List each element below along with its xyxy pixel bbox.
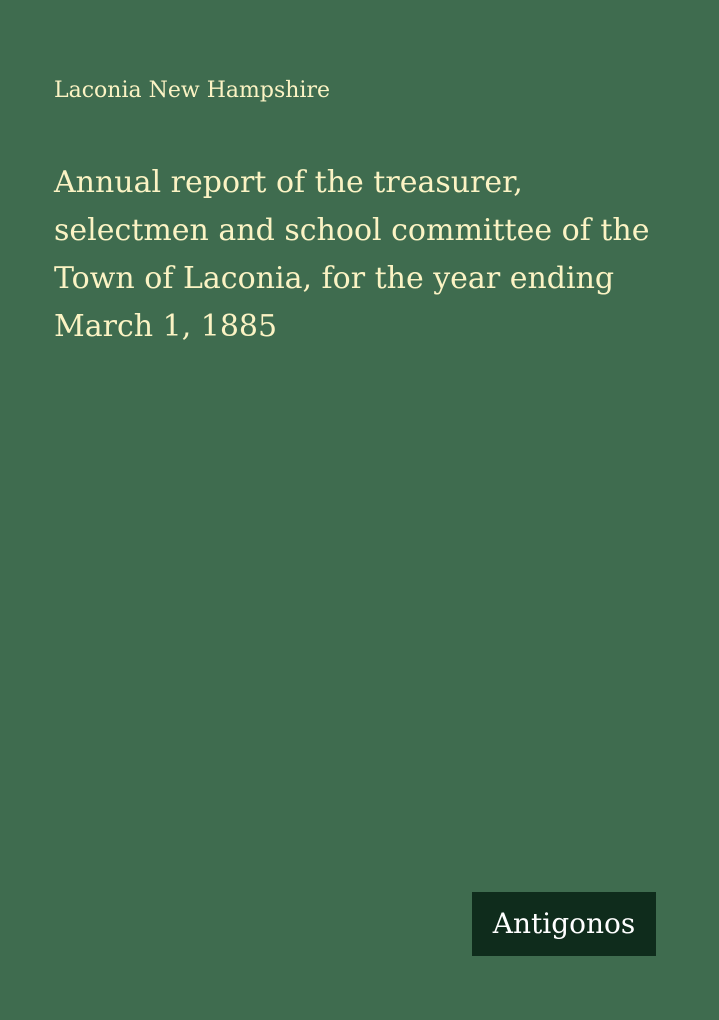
book-title: Annual report of the treasurer, selectmen and school committee of the Town of Laconia, for the year ending March 1, 1885 (54, 165, 650, 344)
publisher-badge (472, 892, 656, 956)
author-name: Laconia New Hampshire (54, 78, 330, 103)
publisher-name: Antigonos (492, 907, 636, 940)
